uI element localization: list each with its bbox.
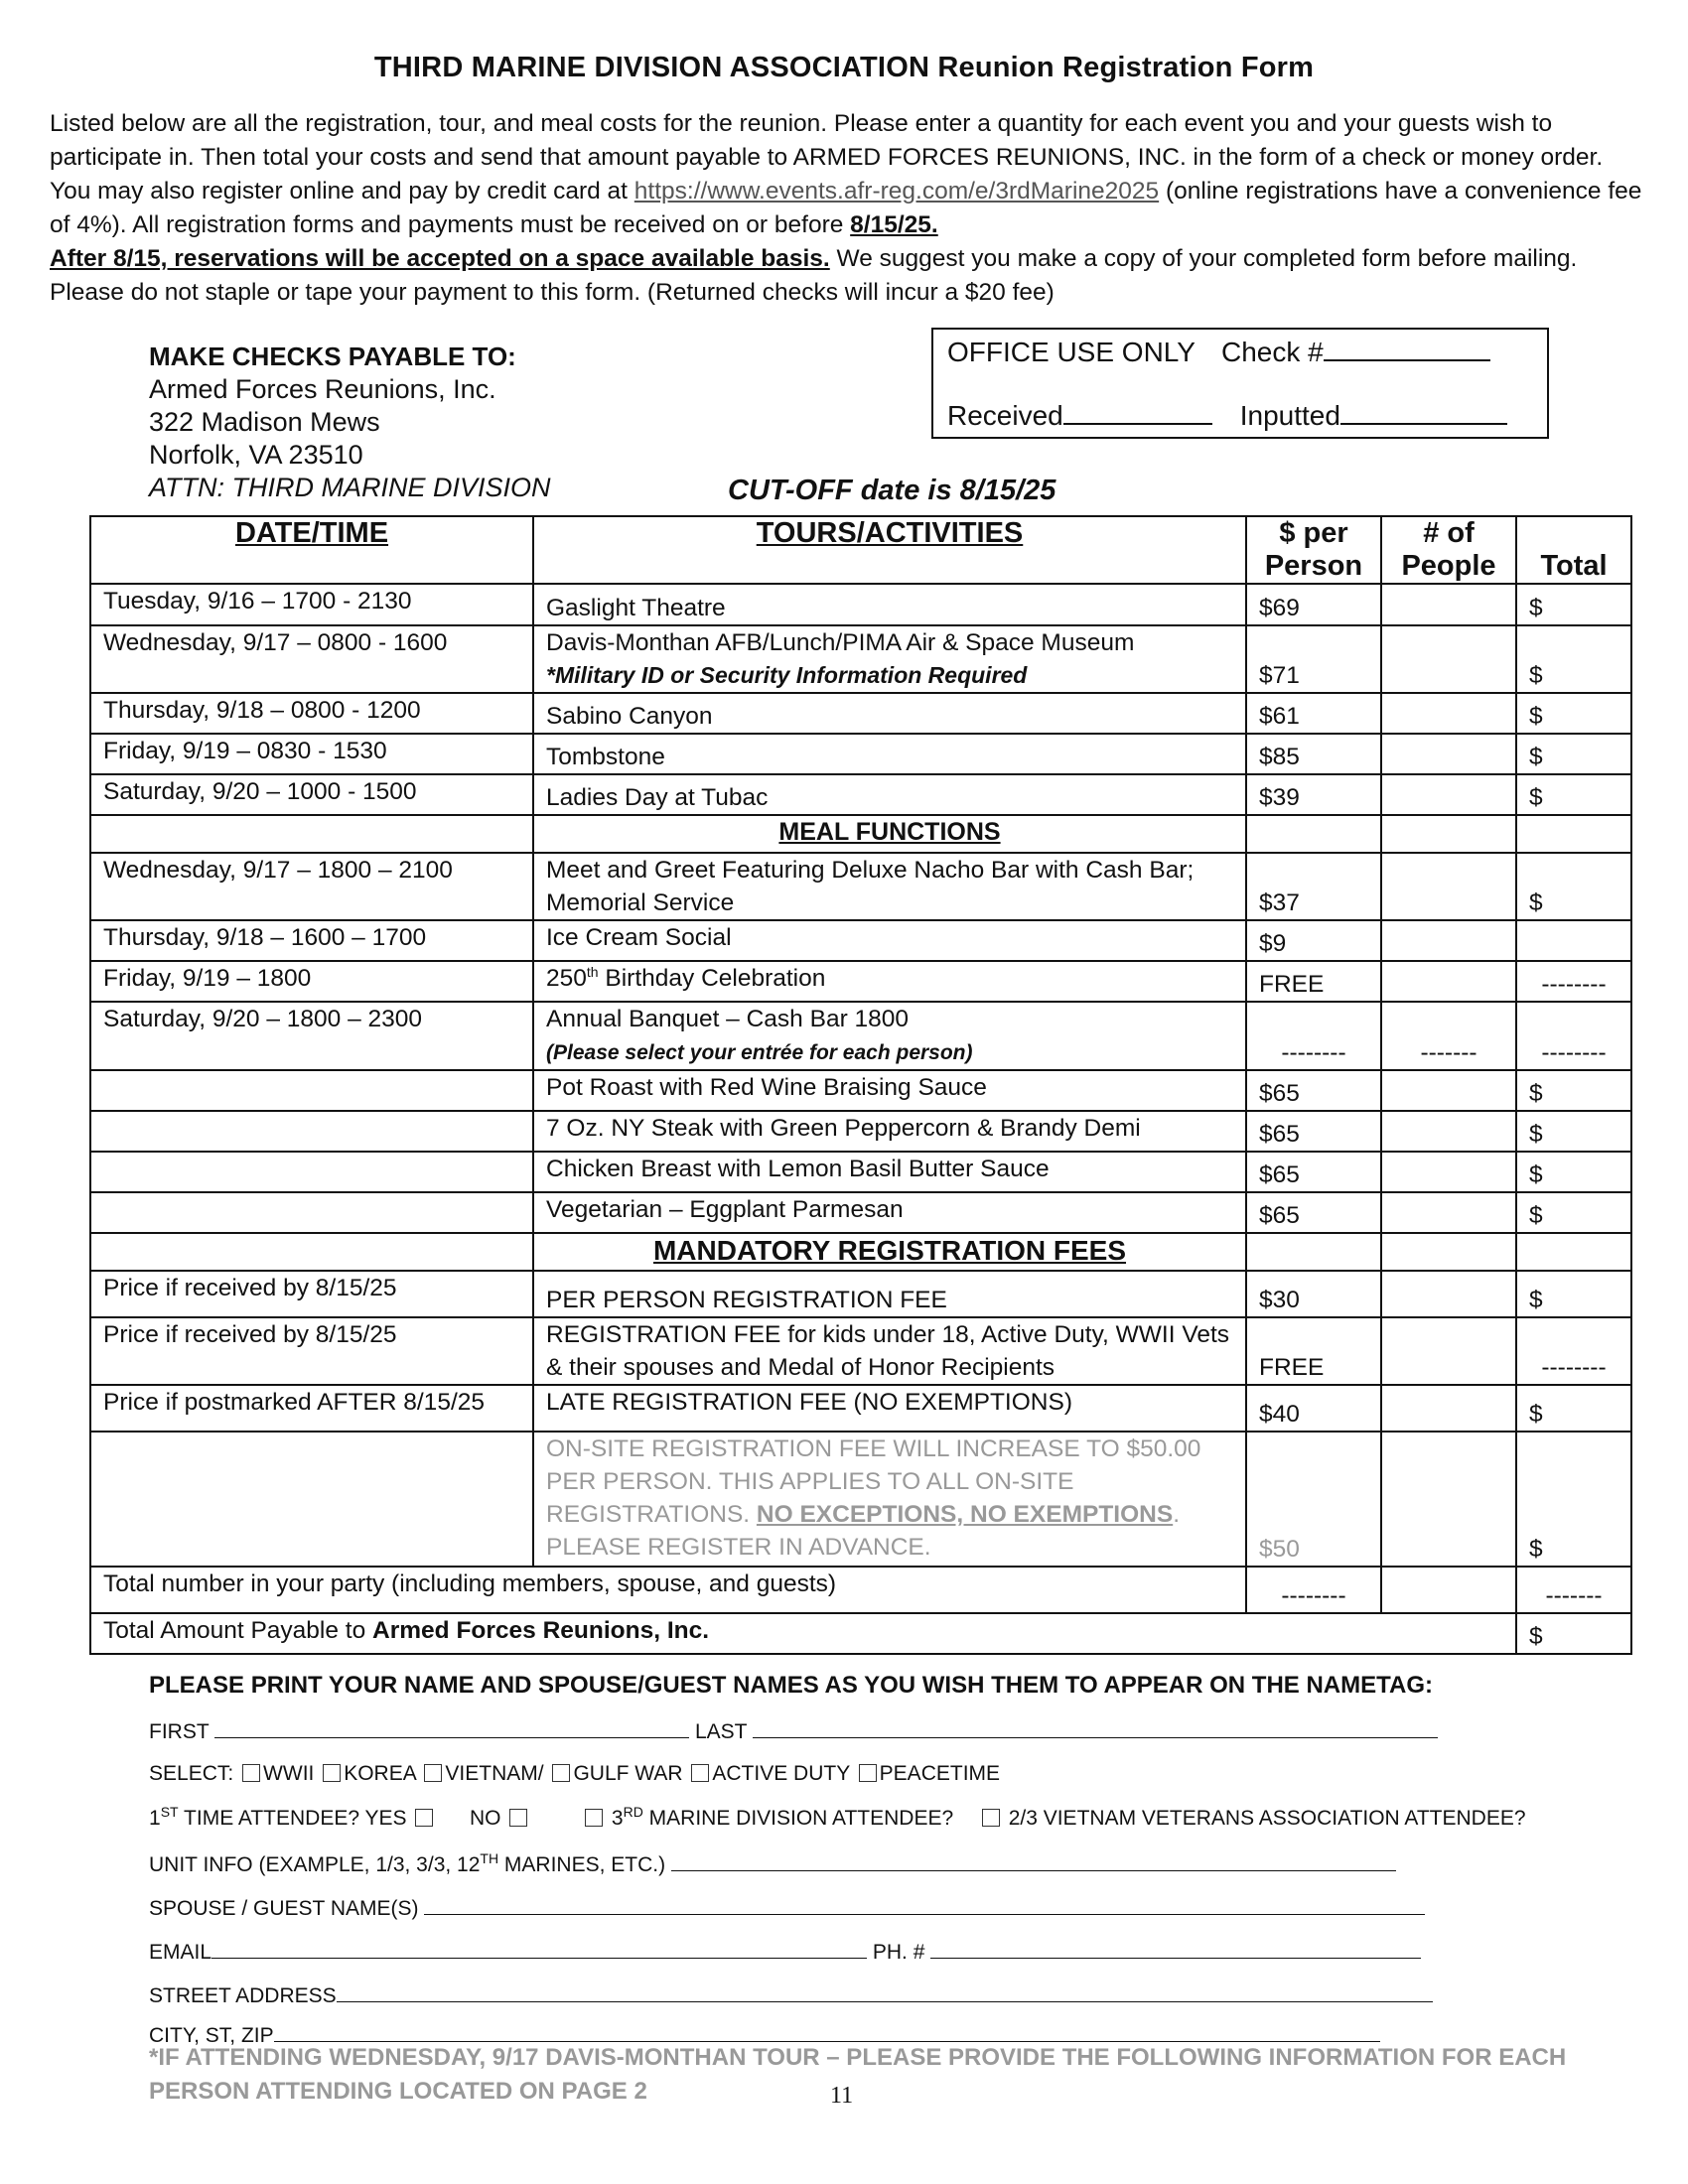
payable-address [149, 341, 551, 504]
online-registration-link[interactable]: https://www.events.afr-reg.com/e/3rdMarine2025 [633, 178, 1160, 205]
meal-price: $37 [1246, 853, 1381, 920]
total-field: -------- [1516, 961, 1631, 1002]
table-row [90, 693, 1631, 734]
tour-name: Sabino Canyon [533, 693, 1246, 734]
meal-section-row [90, 815, 1631, 853]
intro-text-2: (online registrations have a convenience fee of 4%). All registration forms and payments must be received on or before [50, 178, 1642, 238]
table-row [90, 1317, 1631, 1385]
payable-line-1: Armed Forces Reunions, Inc. [149, 374, 496, 404]
payable-attn: ATTN: THIRD MARINE DIVISION [149, 473, 551, 502]
party-count-label: Total number in your party (including members, spouse, and guests) [90, 1567, 1246, 1613]
total-field[interactable]: $ [1516, 693, 1631, 734]
last-name-field[interactable] [753, 1717, 1438, 1738]
people-input[interactable] [1381, 734, 1516, 774]
total-field[interactable]: $ [1516, 584, 1631, 625]
tour-date: Thursday, 9/18 – 0800 - 1200 [90, 693, 533, 734]
vietnam-checkbox[interactable] [424, 1764, 442, 1782]
email-label: EMAIL [149, 1941, 212, 1964]
tour-date: Saturday, 9/20 – 1000 - 1500 [90, 774, 533, 815]
total-field[interactable]: $ [1516, 625, 1631, 693]
total-field[interactable]: $ [1516, 853, 1631, 920]
received-field[interactable] [1063, 397, 1212, 425]
banquet-date: Saturday, 9/20 – 1800 – 2300 [90, 1002, 533, 1070]
table-row [90, 625, 1631, 693]
people-input[interactable] [1381, 1432, 1516, 1567]
total-field[interactable]: $ [1516, 774, 1631, 815]
tour-price: $71 [1246, 625, 1381, 693]
amount-payable-label: Total Amount Payable to Armed Forces Reunions, Inc. [90, 1613, 1516, 1654]
people-input[interactable] [1381, 853, 1516, 920]
meal-price: $9 [1246, 920, 1381, 961]
third-marine-label: MARINE DIVISION ATTENDEE? [642, 1807, 954, 1830]
people-input[interactable] [1381, 774, 1516, 815]
total-field: -------- [1516, 1317, 1631, 1385]
people-input[interactable] [1381, 1385, 1516, 1432]
cutoff-date: CUT-OFF date is 8/15/25 [728, 475, 1056, 506]
people-input[interactable] [1381, 625, 1516, 693]
email-row [149, 1938, 1421, 1965]
party-total: ------- [1516, 1567, 1631, 1613]
header-tours: TOURS/ACTIVITIES [533, 516, 1246, 584]
table-row [90, 1271, 1631, 1317]
entree-price: $65 [1246, 1111, 1381, 1152]
people-input[interactable] [1381, 961, 1516, 1002]
unit-info-field[interactable] [671, 1850, 1396, 1871]
table-row [90, 1385, 1631, 1432]
people-input[interactable] [1381, 1111, 1516, 1152]
table-row [90, 1152, 1631, 1192]
banquet-people: ------- [1381, 1002, 1516, 1070]
tour-date: Tuesday, 9/16 – 1700 - 2130 [90, 584, 533, 625]
tour-name: Ladies Day at Tubac [533, 774, 1246, 815]
party-price: -------- [1246, 1567, 1381, 1613]
onsite-price: $50 [1246, 1432, 1381, 1567]
korea-checkbox[interactable] [323, 1764, 341, 1782]
banquet-price: -------- [1246, 1002, 1381, 1070]
tour-name: Davis-Monthan AFB/Lunch/PIMA Air & Space Museum *Military ID or Security Information Required [533, 625, 1246, 693]
meal-date: Thursday, 9/18 – 1600 – 1700 [90, 920, 533, 961]
spouse-field[interactable] [424, 1894, 1425, 1915]
spouse-label: SPOUSE / GUEST NAME(S) [149, 1897, 419, 1920]
table-row [90, 1192, 1631, 1233]
meal-date: Wednesday, 9/17 – 1800 – 2100 [90, 853, 533, 920]
entree-price: $65 [1246, 1152, 1381, 1192]
first-label: FIRST [149, 1720, 210, 1743]
active-duty-checkbox[interactable] [691, 1764, 709, 1782]
city-label: CITY, ST, ZIP [149, 2024, 274, 2047]
first-time-yes-checkbox[interactable] [415, 1809, 433, 1827]
inputted-field[interactable] [1340, 397, 1507, 425]
military-id-note: *Military ID or Security Information Required [546, 662, 1028, 688]
table-row [90, 1070, 1631, 1111]
inputted-label: Inputted [1239, 400, 1340, 431]
fee-name: LATE REGISTRATION FEE (NO EXEMPTIONS) [533, 1385, 1246, 1432]
total-field[interactable]: $ [1516, 734, 1631, 774]
people-input[interactable] [1381, 1152, 1516, 1192]
entree-name: 7 Oz. NY Steak with Green Peppercorn & Brandy Demi [533, 1111, 1246, 1152]
fee-name: PER PERSON REGISTRATION FEE [533, 1271, 1246, 1317]
street-row [149, 1981, 1433, 2008]
intro-paragraph [50, 107, 1648, 310]
phone-label: PH. # [872, 1941, 925, 1964]
table-row [90, 853, 1631, 920]
banquet-name: Annual Banquet – Cash Bar 1800 (Please select your entrée for each person) [533, 1002, 1246, 1070]
first-time-no-label: NO [470, 1807, 501, 1830]
total-field[interactable]: $ [1516, 1111, 1631, 1152]
page-number: 11 [830, 2083, 854, 2109]
header-num-people: # of People [1381, 516, 1516, 584]
table-header-row [90, 516, 1631, 584]
unit-info-row: UNIT INFO (EXAMPLE, 1/3, 3/3, 12TH MARINES, ETC.) [149, 1850, 1396, 1877]
fee-date: Price if received by 8/15/25 [90, 1271, 533, 1317]
title-rest: Reunion Registration Form [929, 52, 1315, 83]
total-field[interactable]: $ [1516, 1192, 1631, 1233]
total-field[interactable]: $ [1516, 1432, 1631, 1567]
vva-checkbox[interactable] [982, 1809, 1000, 1827]
payable-line-2: 322 Madison Mews [149, 407, 380, 437]
intro-text-1: Listed below are all the registration, tour, and meal costs for the reunion. Please enter a quantity for each event you and your guests wish to participate in. Then total your costs and send that amount payable to ARMED FORCES REUNIONS, INC. in the form of a check or money order. You may also register online and pay by credit card at [50, 110, 1604, 205]
fee-date: Price if postmarked AFTER 8/15/25 [90, 1385, 533, 1432]
table-row [90, 961, 1631, 1002]
check-number-label: Check # [1220, 337, 1324, 367]
meal-functions-heading: MEAL FUNCTIONS [533, 815, 1246, 853]
party-total-row [90, 1567, 1631, 1613]
onsite-fee-row [90, 1432, 1631, 1567]
tour-price: $85 [1246, 734, 1381, 774]
total-field[interactable]: $ [1516, 1271, 1631, 1317]
fee-name: REGISTRATION FEE for kids under 18, Active Duty, WWII Vets & their spouses and Medal of Honor Recipients [533, 1317, 1246, 1385]
gulf-war-checkbox[interactable] [552, 1764, 570, 1782]
banquet-row [90, 1002, 1631, 1070]
onsite-fee-text: ON-SITE REGISTRATION FEE WILL INCREASE TO $50.00 PER PERSON. THIS APPLIES TO ALL ON-SITE REGISTRATIONS. NO EXCEPTIONS, NO EXEMPTIONS. PLEASE REGISTER IN ADVANCE. [533, 1432, 1246, 1567]
tour-date: Wednesday, 9/17 – 0800 - 1600 [90, 625, 533, 693]
meal-name: Meet and Greet Featuring Deluxe Nacho Bar with Cash Bar; Memorial Service [533, 853, 1246, 920]
first-time-no-checkbox[interactable] [509, 1809, 527, 1827]
first-time-label: TIME ATTENDEE? YES [178, 1807, 407, 1830]
vva-label: 2/3 VIETNAM VETERANS ASSOCIATION ATTENDEE? [1008, 1807, 1526, 1830]
entree-price: $65 [1246, 1070, 1381, 1111]
office-use-title: OFFICE USE ONLY [947, 337, 1196, 367]
tour-name: Gaslight Theatre [533, 584, 1246, 625]
people-input[interactable] [1381, 1317, 1516, 1385]
tour-price: $69 [1246, 584, 1381, 625]
name-row [149, 1717, 1438, 1744]
people-input[interactable] [1381, 1070, 1516, 1111]
people-input[interactable] [1381, 584, 1516, 625]
header-date: DATE/TIME [90, 516, 533, 584]
people-input[interactable] [1381, 920, 1516, 961]
peacetime-checkbox[interactable] [859, 1764, 877, 1782]
registration-table [89, 515, 1632, 1655]
header-per-person: $ per Person [1246, 516, 1381, 584]
banquet-total: -------- [1516, 1002, 1631, 1070]
registration-fees-heading: MANDATORY REGISTRATION FEES [533, 1233, 1246, 1271]
meal-name: Ice Cream Social [533, 920, 1246, 961]
payable-line-3: Norfolk, VA 23510 [149, 440, 363, 470]
first-name-field[interactable] [214, 1717, 689, 1738]
entree-name: Pot Roast with Red Wine Braising Sauce [533, 1070, 1246, 1111]
people-input[interactable] [1381, 1271, 1516, 1317]
people-input[interactable] [1381, 1192, 1516, 1233]
meal-price: FREE [1246, 961, 1381, 1002]
payable-heading: MAKE CHECKS PAYABLE TO: [149, 341, 516, 371]
select-row: SELECT: WWII KOREA VIETNAM/ GULF WAR ACTIVE DUTY PEACETIME [149, 1762, 1001, 1785]
people-input[interactable] [1381, 693, 1516, 734]
nametag-prompt: PLEASE PRINT YOUR NAME AND SPOUSE/GUEST NAMES AS YOU WISH THEM TO APPEAR ON THE NAMETAG: [149, 1672, 1433, 1699]
space-available-notice: After 8/15, reservations will be accepted on a space available basis. [50, 245, 830, 272]
third-marine-checkbox[interactable] [585, 1809, 603, 1827]
entree-note: (Please select your entrée for each person) [546, 1041, 973, 1064]
fee-price: $40 [1246, 1385, 1381, 1432]
table-row [90, 734, 1631, 774]
fee-price: FREE [1246, 1317, 1381, 1385]
table-row [90, 584, 1631, 625]
table-row [90, 774, 1631, 815]
form-title [0, 52, 1688, 84]
title-bold: THIRD MARINE DIVISION ASSOCIATION [373, 52, 930, 83]
email-field[interactable] [211, 1938, 867, 1959]
select-label: SELECT: [149, 1762, 234, 1785]
meal-date: Friday, 9/19 – 1800 [90, 961, 533, 1002]
wwii-checkbox[interactable] [242, 1764, 260, 1782]
header-total: Total [1516, 516, 1631, 584]
office-use-box [931, 328, 1549, 439]
phone-field[interactable] [930, 1938, 1421, 1959]
entree-name: Chicken Breast with Lemon Basil Butter Sauce [533, 1152, 1246, 1192]
table-row [90, 1111, 1631, 1152]
unit-info-label: MARINES, ETC.) [498, 1853, 666, 1876]
amount-payable-row [90, 1613, 1631, 1654]
davis-monthan-footnote: *IF ATTENDING WEDNESDAY, 9/17 DAVIS-MONTHAN TOUR – PLEASE PROVIDE THE FOLLOWING INFORMATION FOR EACH PERSON ATTENDING LOCATED ON PAGE 2 [149, 2044, 1567, 2105]
total-field[interactable]: $ [1516, 1070, 1631, 1111]
total-field[interactable]: $ [1516, 1385, 1631, 1432]
amount-payable-field[interactable]: $ [1516, 1613, 1631, 1654]
intro-text-3: We suggest you make a copy of your completed form before mailing. Please do not staple or tape your payment to this form. (Returned checks will incur a $20 fee) [50, 245, 1578, 306]
deadline-date: 8/15/25. [850, 211, 938, 238]
street-field[interactable] [337, 1981, 1433, 2002]
total-field[interactable]: $ [1516, 1152, 1631, 1192]
check-number-field[interactable] [1324, 334, 1490, 361]
entree-price: $65 [1246, 1192, 1381, 1233]
spouse-row [149, 1894, 1425, 1921]
tour-date: Friday, 9/19 – 0830 - 1530 [90, 734, 533, 774]
tour-price: $39 [1246, 774, 1381, 815]
attendee-row: 1ST TIME ATTENDEE? YES NO 3RD MARINE DIVISION ATTENDEE? 2/3 VIETNAM VETERANS ASSOCIATION ATTENDEE? [149, 1804, 1526, 1830]
table-row [90, 920, 1631, 961]
fee-date: Price if received by 8/15/25 [90, 1317, 533, 1385]
city-field[interactable] [274, 2021, 1380, 2042]
total-field[interactable] [1516, 920, 1631, 961]
received-label: Received [947, 400, 1063, 431]
last-label: LAST [694, 1720, 748, 1743]
entree-name: Vegetarian – Eggplant Parmesan [533, 1192, 1246, 1233]
street-label: STREET ADDRESS [149, 1984, 337, 2007]
fees-section-row [90, 1233, 1631, 1271]
party-count-input[interactable] [1381, 1567, 1516, 1613]
fee-price: $30 [1246, 1271, 1381, 1317]
tour-price: $61 [1246, 693, 1381, 734]
meal-name: 250th Birthday Celebration [533, 961, 1246, 1002]
tour-name: Tombstone [533, 734, 1246, 774]
